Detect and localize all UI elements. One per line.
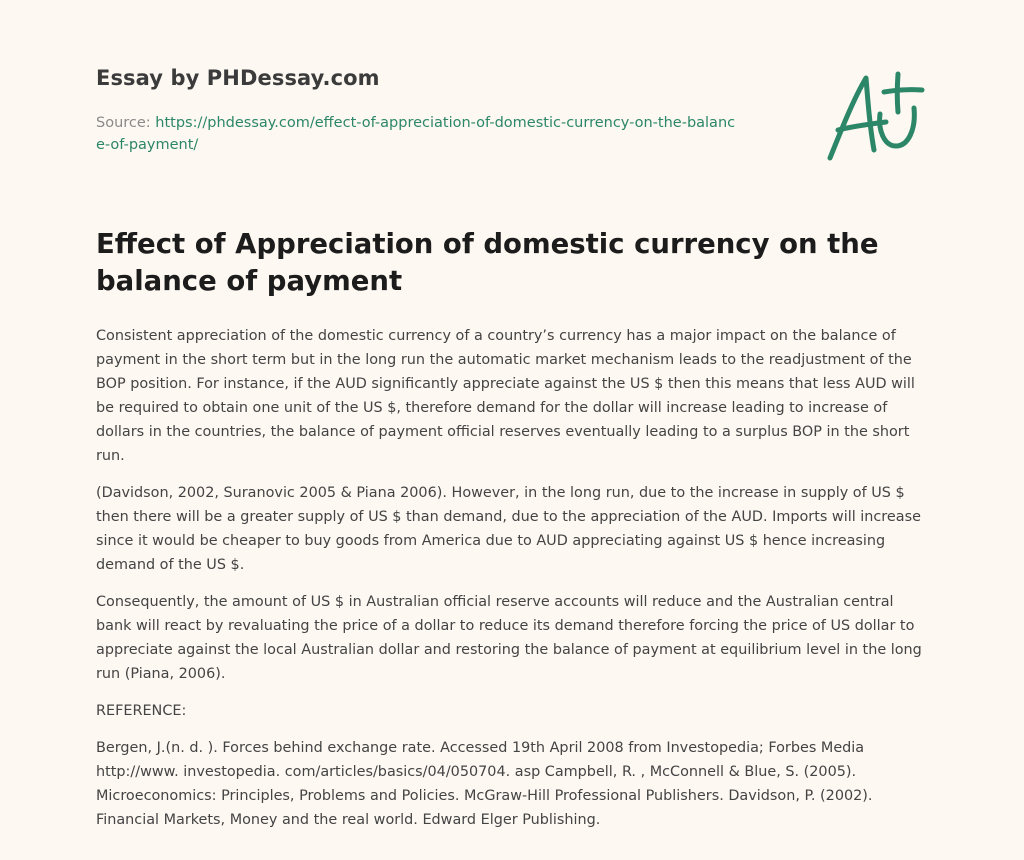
a-plus-logo-icon (820, 68, 930, 168)
paragraph: Consequently, the amount of US $ in Australian official reserve accounts will reduce and the Australian central bank will react by revaluating the price of a dollar to reduce its demand therefore forcing the price of US dollar to appreciate against the local Australian dollar and restoring the balance of payment at equilibrium level in the long run (Piana, 2006). (96, 594, 922, 682)
page-title: Effect of Appreciation of domestic currency on the balance of payment (96, 228, 879, 297)
paragraph: Consistent appreciation of the domestic currency of a country’s currency has a major impact on the balance of payment in the short term but in the long run the automatic market mechanism leads to the readjustment of the BOP position. For instance, if the AUD significantly appreciate against the US $ then this means that less AUD will be required to obtain one unit of the US $, therefore demand for the dollar will increase leading to increase of dollars in the countries, the balance of payment official reserves eventually leading to a surplus BOP in the short run. (96, 328, 915, 464)
article-body (96, 324, 928, 845)
site-brand: Essay by PHDessay.com (96, 66, 380, 90)
reference-list: Bergen, J.(n. d. ). Forces behind exchange rate. Accessed 19th April 2008 from Investopedia; Forbes Media http://www. investopedia. com/articles/basics/04/050704. asp Campbell, R. , McConnell & Blue, S. (2005). Microeconomics: Principles, Problems and Policies. McGraw-Hill Professional Publishers. Davidson, P. (2002). Financial Markets, Money and the real world. Edward Elger Publishing. (96, 740, 873, 828)
reference-heading: REFERENCE: (96, 703, 187, 719)
source-line (96, 112, 736, 156)
source-link[interactable]: https://phdessay.com/effect-of-appreciation-of-domestic-currency-on-the-balance-of-payment/ (96, 115, 736, 153)
source-label: Source: (96, 115, 156, 131)
paragraph: (Davidson, 2002, Suranovic 2005 & Piana 2006). However, in the long run, due to the increase in supply of US $ then there will be a greater supply of US $ than demand, due to the appreciation of the AUD. Imports will increase since it would be cheaper to buy goods from America due to AUD appreciating against US $ hence increasing demand of the US $. (96, 485, 921, 573)
